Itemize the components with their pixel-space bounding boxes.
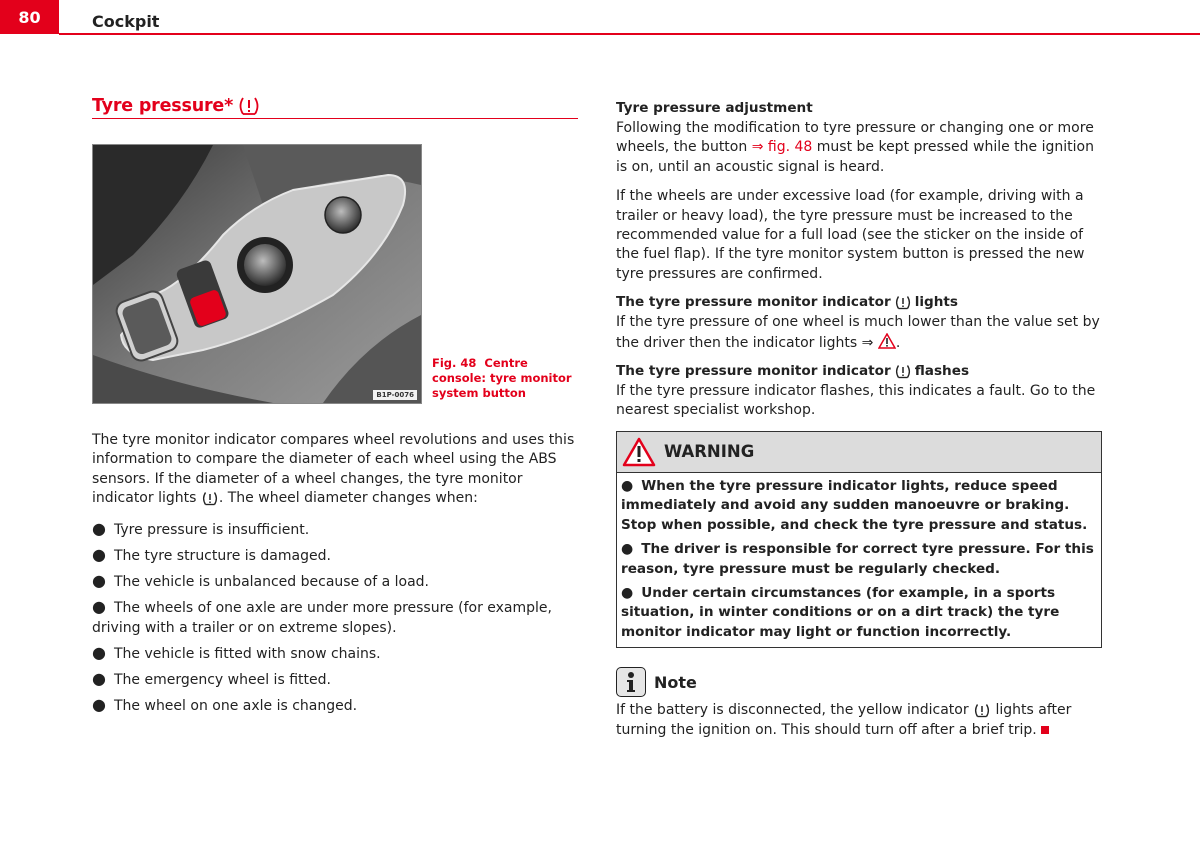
figure-caption-text: Centre console: tyre monitor system button: [432, 356, 572, 400]
figure-label: Fig. 48: [432, 356, 477, 370]
adjustment-heading: Tyre pressure adjustment: [616, 100, 813, 116]
list-item: ● The tyre structure is damaged.: [92, 544, 331, 564]
warning-item: ● Under certain circumstances (for example, in a sports situation, in winter conditions or on a dirt track) the tyre monitor indicator may light or function incorrectly.: [621, 584, 1060, 640]
lights-heading: The tyre pressure monitor indicator lights: [616, 294, 959, 311]
list-item: ● The emergency wheel is fitted.: [92, 669, 331, 689]
right-column: [616, 100, 1102, 740]
warning-item: ● When the tyre pressure indicator lights, reduce speed immediately and avoid any sudden manoeuvre or braking. Stop when possible, and check the tyre pressure and status.: [621, 477, 1088, 533]
list-item: ● The wheels of one axle are under more pressure (for example, driving with a trailer or on extreme slopes).: [92, 597, 552, 636]
left-column: [92, 96, 578, 721]
tyre-pressure-icon: [894, 295, 912, 310]
lights-paragraph: If the tyre pressure of one wheel is much lower than the value set by the driver then the indicator lights ⇒ .: [616, 314, 1100, 351]
note-title: Note: [654, 672, 697, 692]
warning-title: WARNING: [664, 442, 755, 462]
page-number: 80: [0, 0, 59, 34]
tyre-pressure-icon: [894, 364, 912, 379]
list-item: ● The vehicle is unbalanced because of a load.: [92, 571, 429, 591]
warning-box: [616, 431, 1102, 648]
flashes-heading: The tyre pressure monitor indicator flashes: [616, 363, 970, 380]
figure-caption: [432, 356, 582, 401]
info-icon: [616, 667, 646, 697]
header-rule: [59, 33, 1200, 35]
centre-console-photo: [92, 144, 422, 404]
warning-header: [617, 432, 1101, 473]
figure-reference-link[interactable]: ⇒ fig. 48: [751, 139, 813, 156]
warning-item: ● The driver is responsible for correct tyre pressure. For this reason, tyre pressure must be regularly checked.: [621, 541, 1094, 577]
end-of-section-marker: [1041, 726, 1049, 734]
photo-code: B1P-0076: [373, 390, 417, 400]
intro-paragraph: [92, 431, 578, 509]
intro-text-end: . The wheel diameter changes when:: [218, 490, 478, 507]
list-item: ● Tyre pressure is insufficient.: [92, 518, 310, 538]
warning-triangle-icon: [878, 333, 896, 349]
adjustment-paragraph-1: Following the modification to tyre pressure or changing one or more wheels, the button ⇒ fig. 48 must be kept pressed while the ignition is on, until an acoustic signal is heard.: [616, 120, 1094, 175]
page-title: [92, 96, 578, 119]
section-title: Cockpit: [92, 12, 160, 31]
flashes-paragraph: If the tyre pressure indicator flashes, this indicates a fault. Go to the nearest specialist workshop.: [616, 383, 1096, 419]
tyre-pressure-icon: [237, 96, 261, 116]
intro-text: The tyre monitor indicator compares wheel revolutions and uses this information to compare the diameter of each wheel using the ABS sensors. If the diameter of a wheel changes, the tyre monitor indicator lights: [92, 432, 575, 507]
figure-48: [92, 144, 578, 402]
warning-triangle-icon: [622, 437, 656, 467]
note-paragraph: If the battery is disconnected, the yellow indicator lights after turning the ignition on. This should turn off after a brief trip.: [616, 702, 1072, 738]
adjustment-paragraph-2: If the wheels are under excessive load (for example, driving with a trailer or heavy load), the tyre pressure must be increased to the recommended value for a full load (see the sticker on the inside of the fuel flap). If the tyre monitor system button is pressed the new tyre pressures are confirmed.: [616, 188, 1085, 282]
list-item: ● The vehicle is fitted with snow chains.: [92, 642, 381, 662]
note-header: [616, 667, 1102, 697]
tyre-pressure-icon: [973, 703, 991, 718]
list-item: ● The wheel on one axle is changed.: [92, 695, 358, 715]
tyre-pressure-icon: [201, 491, 219, 506]
warning-body: [617, 473, 1101, 642]
title-text: Tyre pressure*: [92, 96, 234, 116]
bullet-list: [92, 519, 578, 717]
